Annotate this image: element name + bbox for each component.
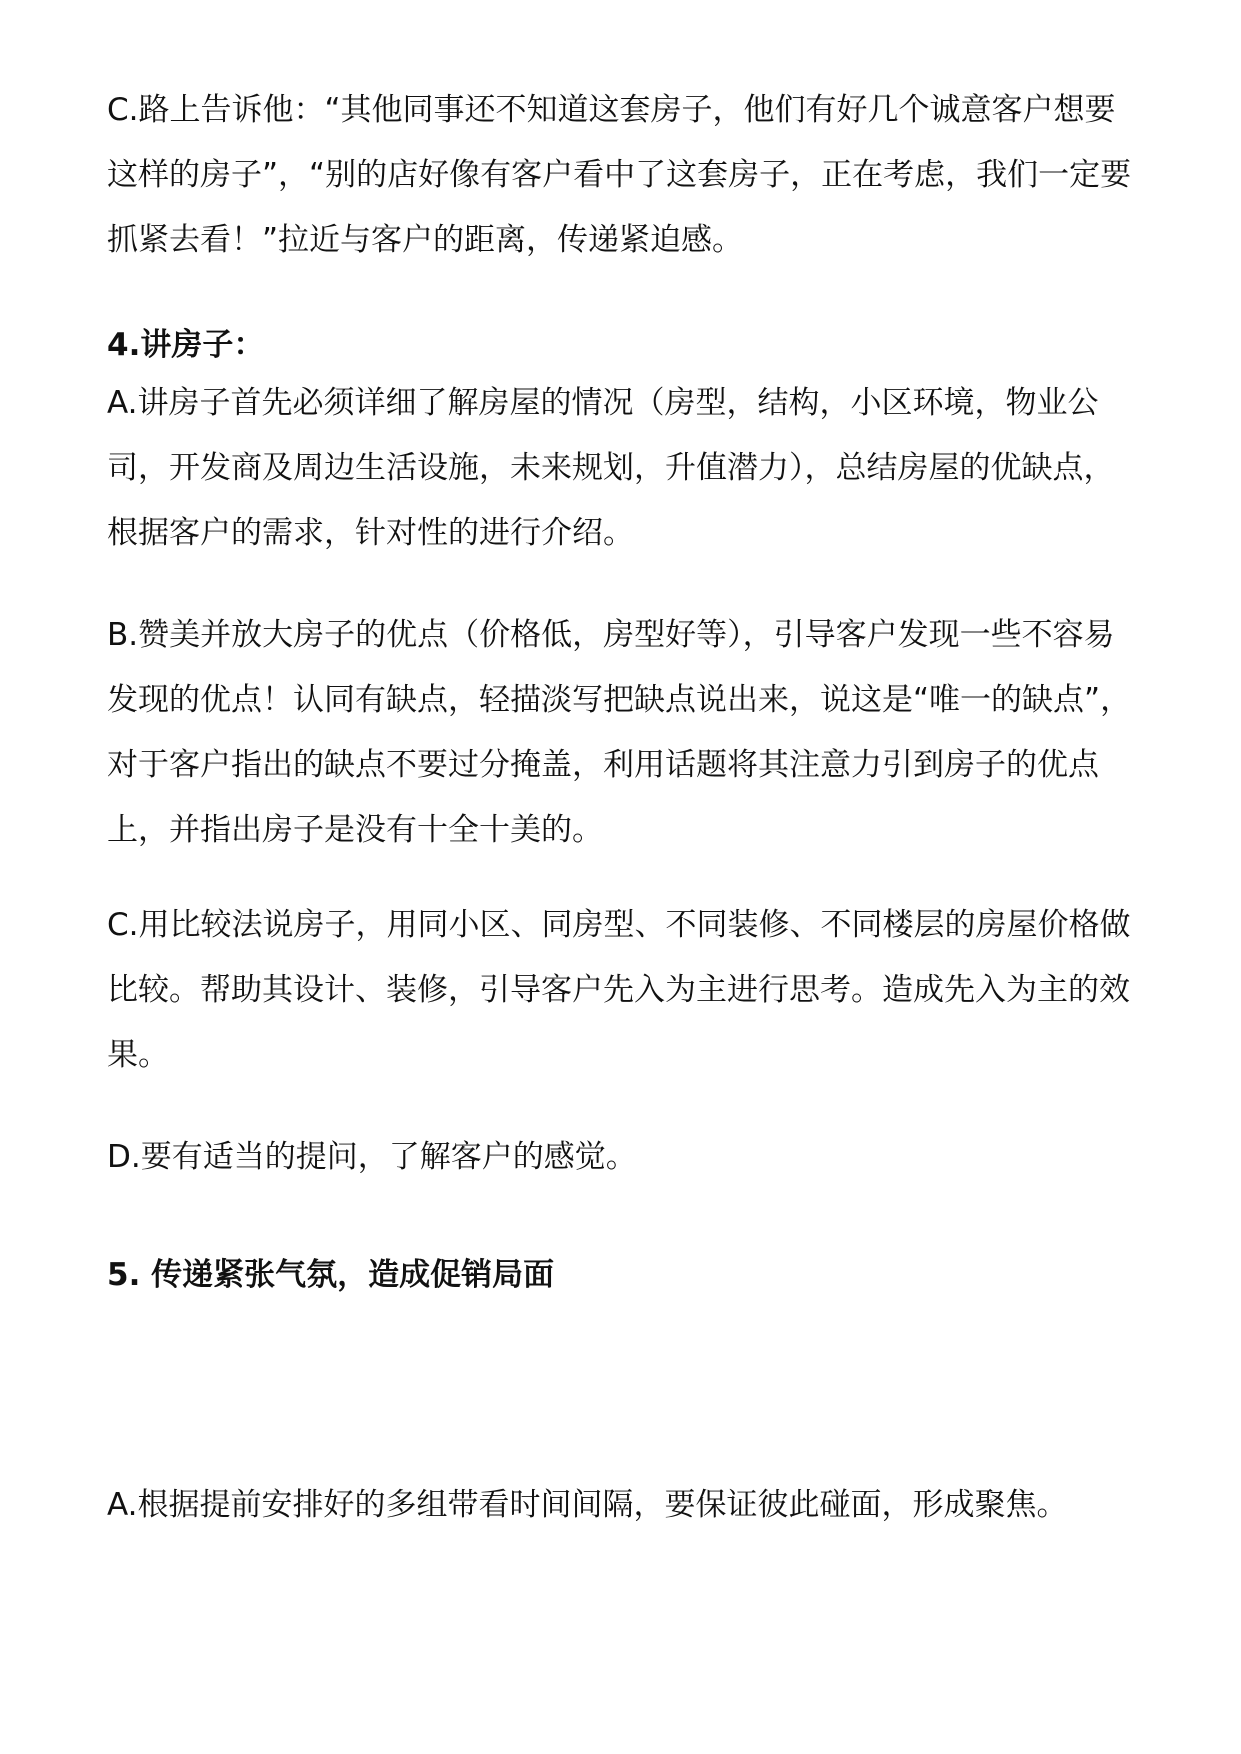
section5-paragraph-a: A.根据提前安排好的多组带看时间间隔，要保证彼此碰面，形成聚焦。	[107, 1487, 1068, 1523]
section4-paragraph-a: A.讲房子首先必须详细了解房屋的情况（房型，结构，小区环境，物业公司，开发商及周边生活设施，未来规划，升值潜力），总结房屋的优缺点，根据客户的需求，针对性的进行介绍。	[107, 385, 1115, 551]
section4-heading: 4.讲房子：	[107, 327, 265, 363]
section4-paragraph-d: D.要有适当的提问，了解客户的感觉。	[107, 1139, 637, 1175]
section4-paragraph-c: C.用比较法说房子，用同小区、同房型、不同装修、不同楼层的房屋价格做比较。帮助其设计、装修，引导客户先入为主进行思考。造成先入为主的效果。	[107, 907, 1131, 1073]
section5-heading: 5. 传递紧张气氛，造成促销局面	[107, 1257, 555, 1293]
section4-paragraph-b: B.赞美并放大房子的优点（价格低，房型好等），引导客户发现一些不容易发现的优点！认同有缺点，轻描淡写把缺点说出来，说这是“唯一的缺点”，对于客户指出的缺点不要过分掩盖，利用话题将其注意力引到房子的优点上，并指出房子是没有十全十美的。	[107, 617, 1132, 848]
section3-paragraph-c: C.路上告诉他：“其他同事还不知道这套房子，他们有好几个诚意客户想要这样的房子”，“别的店好像有客户看中了这套房子，正在考虑，我们一定要抓紧去看！”拉近与客户的距离，传递紧迫感。	[107, 92, 1132, 258]
